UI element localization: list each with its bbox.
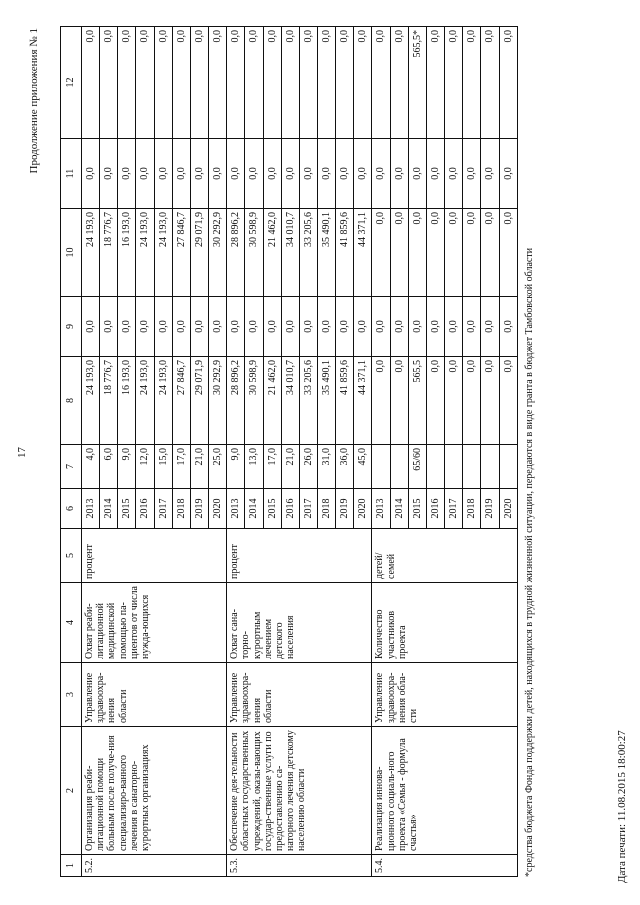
year-cell: 2019 xyxy=(336,489,354,529)
other-sources-cell: 0,0 xyxy=(118,27,136,139)
regional-budget-cell: 44 371,1 xyxy=(354,209,372,297)
regional-budget-cell: 30 598,9 xyxy=(245,209,263,297)
total-funding-cell: 21 462,0 xyxy=(263,357,281,445)
section-number: 5.3. xyxy=(227,855,372,877)
section-number: 5.2. xyxy=(81,855,226,877)
indicator-value-cell: 31,0 xyxy=(317,445,335,489)
total-funding-cell: 0,0 xyxy=(390,357,408,445)
federal-budget-cell: 0,0 xyxy=(372,297,390,357)
year-cell: 2016 xyxy=(426,489,444,529)
indicator-value-cell: 65/60 xyxy=(408,445,426,489)
column-number: 6 xyxy=(61,489,82,529)
local-budget-cell: 0,0 xyxy=(118,139,136,209)
program-table xyxy=(60,26,518,877)
year-cell: 2014 xyxy=(100,489,118,529)
other-sources-cell: 0,0 xyxy=(81,27,99,139)
indicator-value-cell: 15,0 xyxy=(154,445,172,489)
section-unit: процент xyxy=(81,529,226,583)
column-number: 9 xyxy=(61,297,82,357)
indicator-value-cell: 36,0 xyxy=(336,445,354,489)
column-number: 4 xyxy=(61,583,82,663)
indicator-value-cell xyxy=(426,445,444,489)
regional-budget-cell: 34 010,7 xyxy=(281,209,299,297)
year-cell: 2014 xyxy=(245,489,263,529)
local-budget-cell: 0,0 xyxy=(426,139,444,209)
local-budget-cell: 0,0 xyxy=(263,139,281,209)
year-cell: 2015 xyxy=(118,489,136,529)
indicator-value-cell: 17,0 xyxy=(263,445,281,489)
indicator-value-cell: 9,0 xyxy=(118,445,136,489)
column-number: 7 xyxy=(61,445,82,489)
total-funding-cell: 0,0 xyxy=(445,357,463,445)
federal-budget-cell: 0,0 xyxy=(100,297,118,357)
column-number-row xyxy=(61,27,82,877)
federal-budget-cell: 0,0 xyxy=(499,297,517,357)
total-funding-cell: 0,0 xyxy=(372,357,390,445)
page-number: 17 xyxy=(16,447,28,458)
local-budget-cell: 0,0 xyxy=(190,139,208,209)
section-name: Обеспечение дея-тельности областных государственных учреждений, оказы-вающих государ-ственные услуги по предоставлению са-наторного лечения детскому населению области xyxy=(227,727,372,855)
local-budget-cell: 0,0 xyxy=(154,139,172,209)
federal-budget-cell: 0,0 xyxy=(172,297,190,357)
other-sources-cell: 0,0 xyxy=(172,27,190,139)
year-cell: 2013 xyxy=(372,489,390,529)
indicator-value-cell: 25,0 xyxy=(209,445,227,489)
table-row xyxy=(372,27,390,877)
year-cell: 2018 xyxy=(172,489,190,529)
year-cell: 2020 xyxy=(209,489,227,529)
federal-budget-cell: 0,0 xyxy=(227,297,245,357)
section-number: 5.4. xyxy=(372,855,518,877)
local-budget-cell: 0,0 xyxy=(245,139,263,209)
year-cell: 2018 xyxy=(463,489,481,529)
total-funding-cell: 41 859,6 xyxy=(336,357,354,445)
regional-budget-cell: 41 859,6 xyxy=(336,209,354,297)
other-sources-cell: 0,0 xyxy=(372,27,390,139)
column-number: 3 xyxy=(61,663,82,727)
federal-budget-cell: 0,0 xyxy=(281,297,299,357)
year-cell: 2014 xyxy=(390,489,408,529)
federal-budget-cell: 0,0 xyxy=(336,297,354,357)
total-funding-cell: 16 193,0 xyxy=(118,357,136,445)
column-number: 10 xyxy=(61,209,82,297)
federal-budget-cell: 0,0 xyxy=(426,297,444,357)
federal-budget-cell: 0,0 xyxy=(390,297,408,357)
local-budget-cell: 0,0 xyxy=(136,139,154,209)
other-sources-cell: 0,0 xyxy=(227,27,245,139)
indicator-value-cell: 12,0 xyxy=(136,445,154,489)
regional-budget-cell: 0,0 xyxy=(499,209,517,297)
other-sources-cell: 0,0 xyxy=(100,27,118,139)
regional-budget-cell: 0,0 xyxy=(481,209,499,297)
other-sources-cell: 0,0 xyxy=(390,27,408,139)
year-cell: 2013 xyxy=(227,489,245,529)
regional-budget-cell: 21 462,0 xyxy=(263,209,281,297)
column-number: 2 xyxy=(61,727,82,855)
total-funding-cell: 0,0 xyxy=(426,357,444,445)
regional-budget-cell: 16 193,0 xyxy=(118,209,136,297)
section-unit: детей/ семей xyxy=(372,529,518,583)
total-funding-cell: 18 776,7 xyxy=(100,357,118,445)
federal-budget-cell: 0,0 xyxy=(209,297,227,357)
federal-budget-cell: 0,0 xyxy=(445,297,463,357)
local-budget-cell: 0,0 xyxy=(445,139,463,209)
local-budget-cell: 0,0 xyxy=(299,139,317,209)
section-executor: Управление здравоохра-нения области xyxy=(81,663,226,727)
total-funding-cell: 0,0 xyxy=(481,357,499,445)
section-indicator: Охват сана-торно-курортным лечением детского населения xyxy=(227,583,372,663)
regional-budget-cell: 0,0 xyxy=(463,209,481,297)
indicator-value-cell: 4,0 xyxy=(81,445,99,489)
other-sources-cell: 0,0 xyxy=(463,27,481,139)
regional-budget-cell: 18 776,7 xyxy=(100,209,118,297)
section-name: Организация реаби-литационной помощи больным после получе-ния специализиро-ванного лечения в санаторно-курортных организациях xyxy=(81,727,226,855)
appendix-note: Продолжение приложения № 1 xyxy=(28,28,40,174)
federal-budget-cell: 0,0 xyxy=(136,297,154,357)
total-funding-cell: 30 598,9 xyxy=(245,357,263,445)
local-budget-cell: 0,0 xyxy=(227,139,245,209)
section-indicator: Количество участников проекта xyxy=(372,583,518,663)
indicator-value-cell xyxy=(372,445,390,489)
local-budget-cell: 0,0 xyxy=(281,139,299,209)
other-sources-cell: 0,0 xyxy=(154,27,172,139)
federal-budget-cell: 0,0 xyxy=(190,297,208,357)
total-funding-cell: 0,0 xyxy=(499,357,517,445)
total-funding-cell: 27 846,7 xyxy=(172,357,190,445)
indicator-value-cell: 13,0 xyxy=(245,445,263,489)
federal-budget-cell: 0,0 xyxy=(299,297,317,357)
year-cell: 2017 xyxy=(154,489,172,529)
year-cell: 2016 xyxy=(281,489,299,529)
local-budget-cell: 0,0 xyxy=(408,139,426,209)
local-budget-cell: 0,0 xyxy=(209,139,227,209)
federal-budget-cell: 0,0 xyxy=(154,297,172,357)
footnote: *средства бюджета Фонда поддержки детей, находящихся в трудной жизненной ситуации, передаются в виде гранта в бюджет Тамбовской области xyxy=(524,247,535,877)
column-number: 11 xyxy=(61,139,82,209)
total-funding-cell: 30 292,9 xyxy=(209,357,227,445)
other-sources-cell: 0,0 xyxy=(190,27,208,139)
column-number: 5 xyxy=(61,529,82,583)
other-sources-cell: 0,0 xyxy=(136,27,154,139)
local-budget-cell: 0,0 xyxy=(372,139,390,209)
total-funding-cell: 28 896,2 xyxy=(227,357,245,445)
federal-budget-cell: 0,0 xyxy=(481,297,499,357)
federal-budget-cell: 0,0 xyxy=(263,297,281,357)
regional-budget-cell: 0,0 xyxy=(372,209,390,297)
print-date: Дата печати: 11.08.2015 18:00:27 xyxy=(616,730,628,883)
local-budget-cell: 0,0 xyxy=(354,139,372,209)
year-cell: 2015 xyxy=(408,489,426,529)
indicator-value-cell xyxy=(445,445,463,489)
local-budget-cell: 0,0 xyxy=(336,139,354,209)
total-funding-cell: 35 490,1 xyxy=(317,357,335,445)
year-cell: 2016 xyxy=(136,489,154,529)
total-funding-cell: 0,0 xyxy=(463,357,481,445)
indicator-value-cell: 26,0 xyxy=(299,445,317,489)
local-budget-cell: 0,0 xyxy=(499,139,517,209)
federal-budget-cell: 0,0 xyxy=(408,297,426,357)
other-sources-cell: 0,0 xyxy=(445,27,463,139)
indicator-value-cell: 21,0 xyxy=(281,445,299,489)
regional-budget-cell: 33 205,6 xyxy=(299,209,317,297)
other-sources-cell: 0,0 xyxy=(336,27,354,139)
total-funding-cell: 34 010,7 xyxy=(281,357,299,445)
regional-budget-cell: 24 193,0 xyxy=(154,209,172,297)
other-sources-cell: 0,0 xyxy=(354,27,372,139)
regional-budget-cell: 0,0 xyxy=(390,209,408,297)
indicator-value-cell xyxy=(481,445,499,489)
regional-budget-cell: 27 846,7 xyxy=(172,209,190,297)
indicator-value-cell xyxy=(499,445,517,489)
regional-budget-cell: 24 193,0 xyxy=(136,209,154,297)
other-sources-cell: 0,0 xyxy=(317,27,335,139)
other-sources-cell: 0,0 xyxy=(245,27,263,139)
other-sources-cell: 0,0 xyxy=(263,27,281,139)
year-cell: 2017 xyxy=(299,489,317,529)
section-name: Реализация иннова-ционного социаль-ного проекта «Семья - формула счастья» xyxy=(372,727,518,855)
indicator-value-cell: 17,0 xyxy=(172,445,190,489)
year-cell: 2018 xyxy=(317,489,335,529)
federal-budget-cell: 0,0 xyxy=(463,297,481,357)
total-funding-cell: 24 193,0 xyxy=(136,357,154,445)
indicator-value-cell xyxy=(390,445,408,489)
total-funding-cell: 565,5 xyxy=(408,357,426,445)
other-sources-cell: 0,0 xyxy=(281,27,299,139)
section-unit: процент xyxy=(227,529,372,583)
other-sources-cell: 0,0 xyxy=(209,27,227,139)
table-row xyxy=(227,27,245,877)
regional-budget-cell: 29 071,9 xyxy=(190,209,208,297)
regional-budget-cell: 0,0 xyxy=(445,209,463,297)
column-number: 8 xyxy=(61,357,82,445)
indicator-value-cell: 45,0 xyxy=(354,445,372,489)
regional-budget-cell: 30 292,9 xyxy=(209,209,227,297)
indicator-value-cell: 6,0 xyxy=(100,445,118,489)
indicator-value-cell: 21,0 xyxy=(190,445,208,489)
federal-budget-cell: 0,0 xyxy=(81,297,99,357)
year-cell: 2013 xyxy=(81,489,99,529)
federal-budget-cell: 0,0 xyxy=(245,297,263,357)
local-budget-cell: 0,0 xyxy=(100,139,118,209)
local-budget-cell: 0,0 xyxy=(463,139,481,209)
local-budget-cell: 0,0 xyxy=(81,139,99,209)
other-sources-cell: 0,0 xyxy=(481,27,499,139)
year-cell: 2019 xyxy=(481,489,499,529)
column-number: 1 xyxy=(61,855,82,877)
local-budget-cell: 0,0 xyxy=(172,139,190,209)
regional-budget-cell: 28 896,2 xyxy=(227,209,245,297)
regional-budget-cell: 0,0 xyxy=(426,209,444,297)
federal-budget-cell: 0,0 xyxy=(118,297,136,357)
total-funding-cell: 24 193,0 xyxy=(154,357,172,445)
year-cell: 2020 xyxy=(499,489,517,529)
indicator-value-cell xyxy=(463,445,481,489)
section-indicator: Охват реаби-литационной медицинской помощью па-циентов от числа нужда-ющихся xyxy=(81,583,226,663)
other-sources-cell: 565,5* xyxy=(408,27,426,139)
total-funding-cell: 33 205,6 xyxy=(299,357,317,445)
year-cell: 2019 xyxy=(190,489,208,529)
year-cell: 2015 xyxy=(263,489,281,529)
year-cell: 2017 xyxy=(445,489,463,529)
year-cell: 2020 xyxy=(354,489,372,529)
regional-budget-cell: 0,0 xyxy=(408,209,426,297)
other-sources-cell: 0,0 xyxy=(499,27,517,139)
regional-budget-cell: 24 193,0 xyxy=(81,209,99,297)
total-funding-cell: 29 071,9 xyxy=(190,357,208,445)
local-budget-cell: 0,0 xyxy=(481,139,499,209)
column-number: 12 xyxy=(61,27,82,139)
indicator-value-cell: 9,0 xyxy=(227,445,245,489)
federal-budget-cell: 0,0 xyxy=(317,297,335,357)
total-funding-cell: 24 193,0 xyxy=(81,357,99,445)
other-sources-cell: 0,0 xyxy=(426,27,444,139)
local-budget-cell: 0,0 xyxy=(317,139,335,209)
table-row xyxy=(81,27,99,877)
federal-budget-cell: 0,0 xyxy=(354,297,372,357)
local-budget-cell: 0,0 xyxy=(390,139,408,209)
section-executor: Управление здравоохра-нения обла-сти xyxy=(372,663,518,727)
regional-budget-cell: 35 490,1 xyxy=(317,209,335,297)
total-funding-cell: 44 371,1 xyxy=(354,357,372,445)
section-executor: Управление здравоохра-нения области xyxy=(227,663,372,727)
other-sources-cell: 0,0 xyxy=(299,27,317,139)
